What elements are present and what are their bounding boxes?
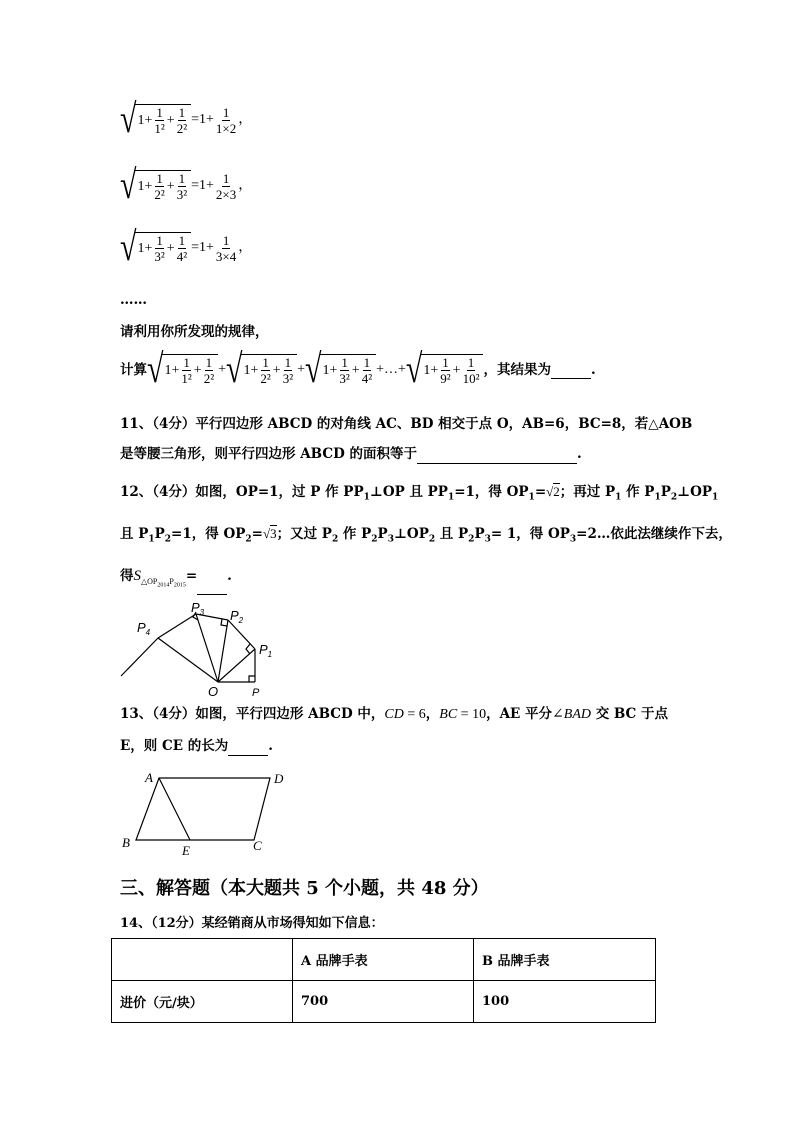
table-cell: 100: [474, 981, 656, 1023]
q12-line3: 得$S_{\triangle OP_{2014}P_{2015}}=$ .: [120, 566, 232, 595]
formula-3: √ 1 + $\frac{1}{\text{3²}}$ + $\frac{1}{\text{4²}}$ =1+ $\frac{1}{3\times 4}$ ，: [120, 225, 253, 270]
segment-ae: [159, 778, 190, 840]
ellipsis: ……: [120, 292, 147, 308]
label-a: A: [145, 770, 153, 785]
table-row: [112, 981, 656, 1023]
label-d: D: [274, 771, 284, 786]
label-p4: $P_4$: [137, 620, 151, 637]
label-p3: $P_3$: [191, 600, 205, 617]
q10-calc-line: 计算 √ 1 + $\frac{1}{\text{1²}}$ + $\frac{1}{\text{2²}}$ + √ 1 + $\frac{1}{\text{2²}}$ + $\frac{1}{\text{3²}}$ + √ 1 + $\frac{1}{\text{3²}}$ + $\frac{1}{\text{4²}}$ +…+ √ 1 + $\frac{1}{\text{9²}}$ + $\frac{1}{\text{10²}}$ ，其结果为 .: [120, 347, 596, 392]
label-b: B: [122, 835, 130, 850]
label-p: P: [252, 687, 260, 699]
q13-line2: E，则 CE 的长为 .: [120, 738, 273, 754]
table-cell: 700: [293, 981, 474, 1023]
label-c: C: [253, 838, 262, 853]
q12-line1: 12、（4分）如图，OP=1，过 P 作 $PP_1\perp OP$ 且 $PP_1=1$，得 $OP_1=√2$；再过 $P_1$ 作 $P_1P_2\perp OP_1$: [120, 484, 719, 503]
table-header-row: [112, 939, 656, 981]
table-header-b: B 品牌手表: [474, 939, 656, 981]
price-table: [111, 938, 656, 1023]
table-header-a: A 品牌手表: [293, 939, 474, 981]
table-cell: 进价（元/块）: [112, 981, 293, 1023]
label-p2: $P_2$: [230, 608, 244, 625]
section-heading: 三、解答题（本大题共 5 个小题，共 48 分）: [120, 878, 489, 899]
label-p1: $P_1$: [259, 642, 273, 659]
q10-instruction: 请利用你所发现的规律，: [120, 324, 269, 340]
label-o: O: [208, 684, 219, 699]
q11-line1: 11、（4分）平行四边形 ABCD 的对角线 AC、BD 相交于点 O，AB=6，BC=8，若△AOB: [120, 416, 693, 432]
formula-1: √ 1 + $\frac{1}{\text{1²}}$ + $\frac{1}{\text{2²}}$ =1+ $\frac{1}{1\times 2}$ ，: [120, 97, 253, 142]
parallelogram-abcd: [136, 778, 270, 840]
table-cell: [112, 939, 293, 981]
q13-line1: 13、（4分）如图，平行四边形 ABCD 中，CD = 6，BC = 10，AE 平分∠BAD 交 BC 于点: [120, 706, 669, 722]
q12-line2: 且 $P_1P_2=1$，得 $OP_2=√3$；又过 $P_2$ 作 $P_2P_3\perp OP_2$ 且 $P_2P_3= 1$，得 $OP_3=2\dots$依此法继续作下去，: [120, 526, 732, 545]
label-e: E: [182, 843, 190, 858]
formula-2: √ 1 + $\frac{1}{\text{2²}}$ + $\frac{1}{\text{3²}}$ =1+ $\frac{1}{2\times 3}$ ，: [120, 163, 253, 208]
q11-line2: 是等腰三角形，则平行四边形 ABCD 的面积等于 .: [120, 446, 582, 462]
q14-intro: 14、（12分）某经销商从市场得知如下信息：: [120, 916, 384, 931]
